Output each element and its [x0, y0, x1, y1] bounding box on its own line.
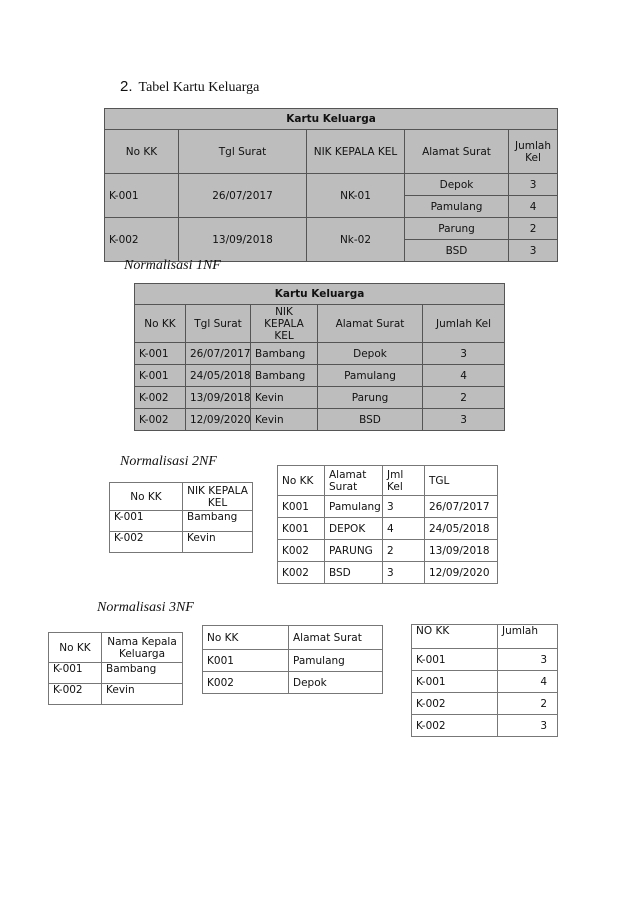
cell: 4: [383, 518, 425, 540]
table-row: [49, 663, 183, 684]
cell: 2: [498, 693, 558, 715]
header-tgl-surat: Tgl Surat: [179, 130, 307, 174]
cell: 24/05/2018: [425, 518, 498, 540]
cell: K-002: [135, 409, 186, 431]
cell: 24/05/2018: [186, 365, 251, 387]
table-row: [278, 518, 498, 540]
cell-jumlah: 2: [509, 218, 558, 240]
cell: K-001: [412, 649, 498, 671]
cell-no-kk: K-001: [105, 174, 179, 218]
table-2nf-alamat: [277, 465, 498, 584]
cell: 3: [498, 715, 558, 737]
cell-tgl: 13/09/2018: [179, 218, 307, 262]
cell: K001: [278, 518, 325, 540]
cell: 26/07/2017: [186, 343, 251, 365]
cell: 13/09/2018: [425, 540, 498, 562]
caption-1nf: Normalisasi 1NF: [124, 258, 221, 273]
cell: K-001: [49, 663, 102, 684]
cell-jumlah: 4: [509, 196, 558, 218]
cell: K001: [203, 650, 289, 672]
cell-no-kk: K-002: [105, 218, 179, 262]
header-alamat: Alamat Surat: [289, 626, 383, 650]
table-row: [278, 496, 498, 518]
table-row: [278, 562, 498, 584]
header-no-kk: No KK: [110, 483, 183, 511]
header-nik: NIK KEPALA KEL: [251, 305, 318, 343]
cell: K-001: [135, 343, 186, 365]
header-jml-kel: Jml Kel: [383, 466, 425, 496]
cell: DEPOK: [325, 518, 383, 540]
cell: Kevin: [251, 387, 318, 409]
header-no-kk: No KK: [135, 305, 186, 343]
cell-alamat: Parung: [405, 218, 509, 240]
table-row: [412, 671, 558, 693]
header-nik: NIK KEPALA KEL: [183, 483, 253, 511]
table-row: [412, 693, 558, 715]
header-no-kk: No KK: [278, 466, 325, 496]
cell: 13/09/2018: [186, 387, 251, 409]
table-row: [49, 684, 183, 705]
cell: K-001: [412, 671, 498, 693]
header-tgl-surat: Tgl Surat: [186, 305, 251, 343]
cell: Bambang: [102, 663, 183, 684]
table-3nf-alamat: [202, 625, 383, 694]
cell: Pamulang: [325, 496, 383, 518]
cell: K001: [278, 496, 325, 518]
cell: 4: [498, 671, 558, 693]
table-row: [135, 387, 505, 409]
main-table-title: Kartu Keluarga: [105, 109, 558, 130]
cell: Kevin: [183, 532, 253, 553]
header-no-kk: No KK: [105, 130, 179, 174]
header-nik: NIK KEPALA KEL: [307, 130, 405, 174]
header-jumlah: Jumlah Kel: [423, 305, 505, 343]
cell: 3: [383, 562, 425, 584]
cell: 12/09/2020: [186, 409, 251, 431]
cell: BSD: [325, 562, 383, 584]
cell: Depok: [289, 672, 383, 694]
cell: PARUNG: [325, 540, 383, 562]
cell: 26/07/2017: [425, 496, 498, 518]
cell: Depok: [318, 343, 423, 365]
cell: K-002: [49, 684, 102, 705]
cell: Bambang: [251, 343, 318, 365]
header-jumlah: Jumlah Kel: [509, 130, 558, 174]
cell: 2: [383, 540, 425, 562]
header-no-kk: No KK: [49, 633, 102, 663]
cell: K002: [278, 562, 325, 584]
cell: Parung: [318, 387, 423, 409]
section-heading: [120, 78, 259, 96]
cell: K-002: [412, 693, 498, 715]
cell-alamat: Pamulang: [405, 196, 509, 218]
table-row: [203, 672, 383, 694]
cell-nik: Nk-02: [307, 218, 405, 262]
header-no-kk: NO KK: [412, 625, 498, 649]
table-row: [412, 715, 558, 737]
caption-2nf: Normalisasi 2NF: [120, 454, 217, 469]
header-alamat: Alamat Surat: [405, 130, 509, 174]
cell: Bambang: [251, 365, 318, 387]
cell-jumlah: 3: [509, 240, 558, 262]
table-row: [203, 650, 383, 672]
table-row: [135, 343, 505, 365]
table-row: [135, 409, 505, 431]
cell: 3: [423, 409, 505, 431]
cell: K-002: [412, 715, 498, 737]
cell: K002: [278, 540, 325, 562]
cell: Kevin: [102, 684, 183, 705]
table-row: [110, 532, 253, 553]
table-1nf: [134, 283, 505, 431]
header-alamat: Alamat Surat: [325, 466, 383, 496]
cell: K-002: [110, 532, 183, 553]
table-3nf-jumlah: [411, 624, 558, 737]
header-jumlah: Jumlah: [498, 625, 558, 649]
caption-3nf: Normalisasi 3NF: [97, 600, 194, 615]
cell: Pamulang: [318, 365, 423, 387]
cell: Pamulang: [289, 650, 383, 672]
table-1nf-title: Kartu Keluarga: [135, 284, 505, 305]
main-kk-table: [104, 108, 558, 262]
header-no-kk: No KK: [203, 626, 289, 650]
cell: K002: [203, 672, 289, 694]
table-row: [135, 365, 505, 387]
cell: 3: [498, 649, 558, 671]
cell: 3: [383, 496, 425, 518]
section-title: Tabel Kartu Keluarga: [138, 80, 260, 95]
cell: 3: [423, 343, 505, 365]
cell-alamat: Depok: [405, 174, 509, 196]
cell: 2: [423, 387, 505, 409]
cell: Kevin: [251, 409, 318, 431]
cell: K-001: [135, 365, 186, 387]
header-alamat: Alamat Surat: [318, 305, 423, 343]
header-nama-kepala: Nama Kepala Keluarga: [102, 633, 183, 663]
table-row: [278, 540, 498, 562]
cell: K-002: [135, 387, 186, 409]
cell: 12/09/2020: [425, 562, 498, 584]
section-number: 2.: [120, 78, 133, 95]
cell: 4: [423, 365, 505, 387]
cell-tgl: 26/07/2017: [179, 174, 307, 218]
table-row: [110, 511, 253, 532]
cell-jumlah: 3: [509, 174, 558, 196]
cell: K-001: [110, 511, 183, 532]
header-tgl: TGL: [425, 466, 498, 496]
table-row: [412, 649, 558, 671]
table-2nf-kepala: [109, 482, 253, 553]
cell: Bambang: [183, 511, 253, 532]
cell-nik: NK-01: [307, 174, 405, 218]
cell-alamat: BSD: [405, 240, 509, 262]
cell: BSD: [318, 409, 423, 431]
table-3nf-kepala: [48, 632, 183, 705]
